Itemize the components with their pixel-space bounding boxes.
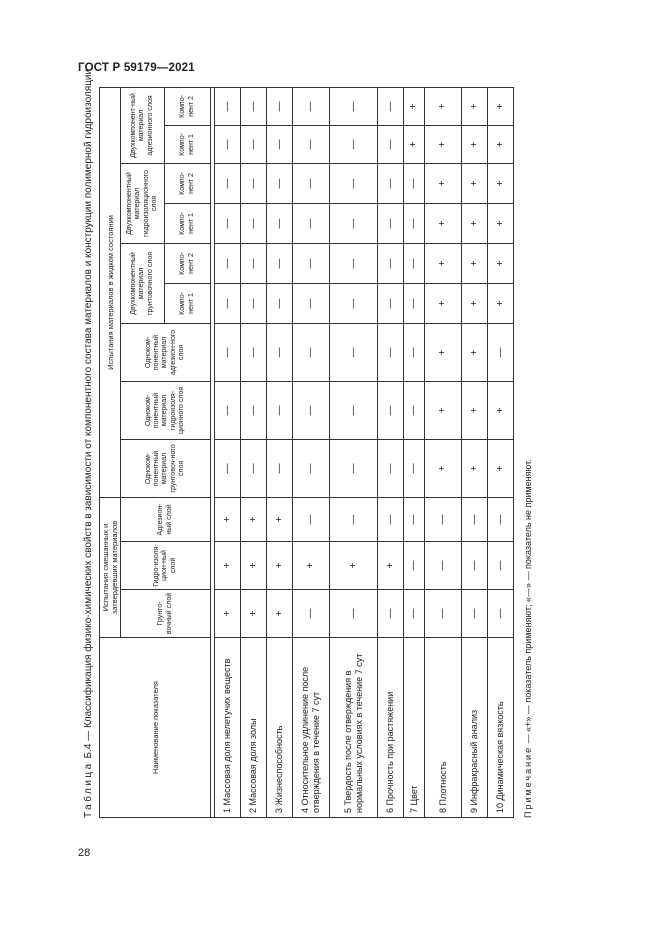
table-cell: + [425, 381, 462, 439]
table-cell: + [241, 590, 267, 638]
table-cell: — [404, 590, 425, 638]
table-cell: — [293, 87, 330, 125]
table-cell: — [267, 283, 293, 323]
table-row [293, 87, 330, 817]
table-cell: + [425, 163, 462, 203]
table-cell: — [267, 87, 293, 125]
table-cell: — [404, 542, 425, 590]
table-cell: — [215, 87, 241, 125]
table-cell: — [404, 163, 425, 203]
table-cell: — [488, 323, 514, 381]
col-header-name: Наименование показателя [100, 638, 211, 818]
table-cell: + [215, 542, 241, 590]
table-cell: — [215, 163, 241, 203]
table-cell: — [425, 590, 462, 638]
table-cell: — [488, 542, 514, 590]
table-cell: + [330, 542, 378, 590]
table-cell: — [293, 243, 330, 283]
col-header-mixed-0: Грунто-вочный слой [121, 590, 211, 638]
table-cell: + [425, 203, 462, 243]
col-group-two-2: Двухкомпонент-ный материал адгезионного слоя [121, 87, 165, 163]
table-cell: — [267, 243, 293, 283]
table-cell: — [215, 125, 241, 163]
table-cell: + [488, 87, 514, 125]
col-header-component-1: Компо-нент 1 [165, 283, 211, 323]
table-cell: — [293, 203, 330, 243]
table-cell: + [241, 497, 267, 541]
table-cell: + [267, 497, 293, 541]
col-header-component-1: Компо-нент 1 [165, 125, 211, 163]
table-row [488, 87, 514, 817]
table-cell: — [293, 323, 330, 381]
table-cell: — [378, 283, 404, 323]
table-cell: — [241, 243, 267, 283]
table-cell: — [215, 439, 241, 497]
table-cell: — [330, 439, 378, 497]
table-cell: — [330, 163, 378, 203]
table-cell: — [462, 542, 488, 590]
table-cell: — [330, 323, 378, 381]
table-cell: + [293, 542, 330, 590]
table-cell: — [378, 323, 404, 381]
table-cell: + [241, 542, 267, 590]
table-body [215, 87, 514, 817]
row-indicator-name: 1 Массовая доля нелетучих веществ [215, 638, 241, 818]
table-caption [83, 68, 94, 818]
table-row [267, 87, 293, 817]
col-header-component-1: Компо-нент 1 [165, 203, 211, 243]
table-note [523, 88, 533, 818]
table-cell: + [488, 163, 514, 203]
table-cell: — [215, 323, 241, 381]
table-row [404, 87, 425, 817]
row-indicator-name: 6 Прочность при растяжении [378, 638, 404, 818]
table-row [462, 87, 488, 817]
table-cell: + [425, 283, 462, 323]
table-cell: — [215, 243, 241, 283]
table-row [378, 87, 404, 817]
table-cell: + [425, 323, 462, 381]
table-cell: — [330, 203, 378, 243]
table-cell: + [462, 381, 488, 439]
col-header-component-2: Компо-нент 2 [165, 243, 211, 283]
table-cell: — [241, 381, 267, 439]
row-indicator-name: 7 Цвет [404, 638, 425, 818]
table-cell: — [425, 542, 462, 590]
page-number: 28 [78, 847, 91, 859]
document-header: ГОСТ Р 59179—2021 [78, 62, 195, 74]
col-group-two-0: Двухкомпонентный материал грунтовочного слоя [121, 243, 165, 323]
table-cell: — [241, 125, 267, 163]
table-cell: + [488, 203, 514, 243]
row-indicator-name: 5 Твердость после отверждения в нормальных условиях в течение 7 сут [330, 638, 378, 818]
table-cell: + [488, 439, 514, 497]
table-cell: — [404, 283, 425, 323]
table-cell: + [425, 125, 462, 163]
col-group-liquid: Испытания материалов в жидком состоянии [100, 87, 121, 497]
caption-label: Таблица [83, 761, 94, 818]
table-row [330, 87, 378, 817]
table-cell: + [404, 87, 425, 125]
table-cell: + [462, 203, 488, 243]
table-cell: — [241, 323, 267, 381]
table-cell: — [404, 381, 425, 439]
row-indicator-name: 9 Инфракрасный анализ [462, 638, 488, 818]
table-cell: — [293, 283, 330, 323]
table-cell: — [267, 439, 293, 497]
table-row [241, 87, 267, 817]
table-cell: — [330, 125, 378, 163]
table-cell: — [425, 497, 462, 541]
table-cell: — [378, 439, 404, 497]
table-cell: + [425, 439, 462, 497]
row-indicator-name: 4 Относительное удлинение после отверждения в течение 7 сут [293, 638, 330, 818]
table-cell: + [215, 497, 241, 541]
table-cell: — [378, 497, 404, 541]
table-cell: — [378, 163, 404, 203]
table-cell: — [215, 203, 241, 243]
table-cell: + [378, 542, 404, 590]
table-cell: — [404, 323, 425, 381]
table-cell: — [267, 163, 293, 203]
table-cell: — [293, 439, 330, 497]
table-cell: — [241, 283, 267, 323]
table-cell: — [293, 590, 330, 638]
table-cell: — [404, 203, 425, 243]
table-cell: — [378, 243, 404, 283]
table-cell: — [241, 203, 267, 243]
table-cell: + [267, 590, 293, 638]
table-cell: + [425, 243, 462, 283]
table-cell: + [488, 283, 514, 323]
table-cell: — [378, 87, 404, 125]
table-row [425, 87, 462, 817]
col-group-two-1: Двухкомпонентный материал гидроизоляционного слоя [121, 163, 165, 243]
table-cell: — [404, 243, 425, 283]
note-text: — «+» — показатель применяют; «—» — показатель не применяют. [523, 459, 533, 746]
table-cell: + [462, 163, 488, 203]
col-header-single-1: Одноком-понентный материал гидроизоля-ционного слоя [121, 381, 211, 439]
table-cell: — [293, 497, 330, 541]
table-cell: + [488, 243, 514, 283]
table-cell: — [330, 283, 378, 323]
table-cell: — [241, 87, 267, 125]
table-cell: — [267, 381, 293, 439]
col-header-component-2: Компо-нент 2 [165, 163, 211, 203]
caption-text: Б.4 — Классификация физико-химических свойств в зависимости от компонентного состава материалов и конструкции полимерной гидроизоляции [83, 68, 94, 759]
table-cell: + [462, 125, 488, 163]
table-cell: + [267, 542, 293, 590]
note-label: Примечание [523, 745, 533, 818]
table-cell: + [425, 87, 462, 125]
table-cell: — [215, 283, 241, 323]
table-cell: + [488, 381, 514, 439]
table-cell: — [241, 439, 267, 497]
table-cell: — [330, 590, 378, 638]
rotated-table-block [83, 68, 548, 818]
table-cell: + [215, 590, 241, 638]
table-cell: — [293, 381, 330, 439]
table-cell: — [293, 163, 330, 203]
col-header-mixed-2: Адгезион-ный слой [121, 497, 211, 541]
table-cell: — [330, 381, 378, 439]
table-cell: — [241, 163, 267, 203]
table-cell: — [378, 590, 404, 638]
table-cell: — [378, 381, 404, 439]
table-cell: + [462, 323, 488, 381]
col-header-mixed-1: Гидро-изоля-цион-ный слой [121, 542, 211, 590]
table-cell: — [462, 497, 488, 541]
row-indicator-name: 3 Жизнеспособность [267, 638, 293, 818]
table-cell: — [488, 590, 514, 638]
table-cell: + [488, 125, 514, 163]
table-cell: — [330, 87, 378, 125]
table-cell: — [293, 125, 330, 163]
table-cell: + [462, 283, 488, 323]
table-cell: — [215, 381, 241, 439]
row-indicator-name: 8 Плотность [425, 638, 462, 818]
table-cell: + [404, 125, 425, 163]
col-header-component-2: Компо-нент 2 [165, 87, 211, 125]
row-indicator-name: 10 Динамическая вязкость [488, 638, 514, 818]
table-cell: — [267, 203, 293, 243]
table-cell: — [330, 497, 378, 541]
table-cell: — [330, 243, 378, 283]
table-cell: — [404, 439, 425, 497]
row-indicator-name: 2 Массовая доля золы [241, 638, 267, 818]
table-cell: + [462, 87, 488, 125]
table-cell: — [267, 323, 293, 381]
col-header-single-2: Одноком-понентный материал адгезион-ного слоя [121, 323, 211, 381]
table-cell: — [267, 125, 293, 163]
classification-table [99, 87, 514, 818]
table-cell: + [462, 439, 488, 497]
table-cell: — [488, 497, 514, 541]
col-header-single-0: Одноком-понентный материал грунтовоч-ного слоя [121, 439, 211, 497]
table-cell: + [462, 243, 488, 283]
table-row [215, 87, 241, 817]
table-cell: — [462, 590, 488, 638]
col-group-mixed: Испытания смешанных и затвердевших материалов [100, 497, 121, 637]
table-cell: — [378, 203, 404, 243]
table-cell: — [404, 497, 425, 541]
table-cell: — [378, 125, 404, 163]
